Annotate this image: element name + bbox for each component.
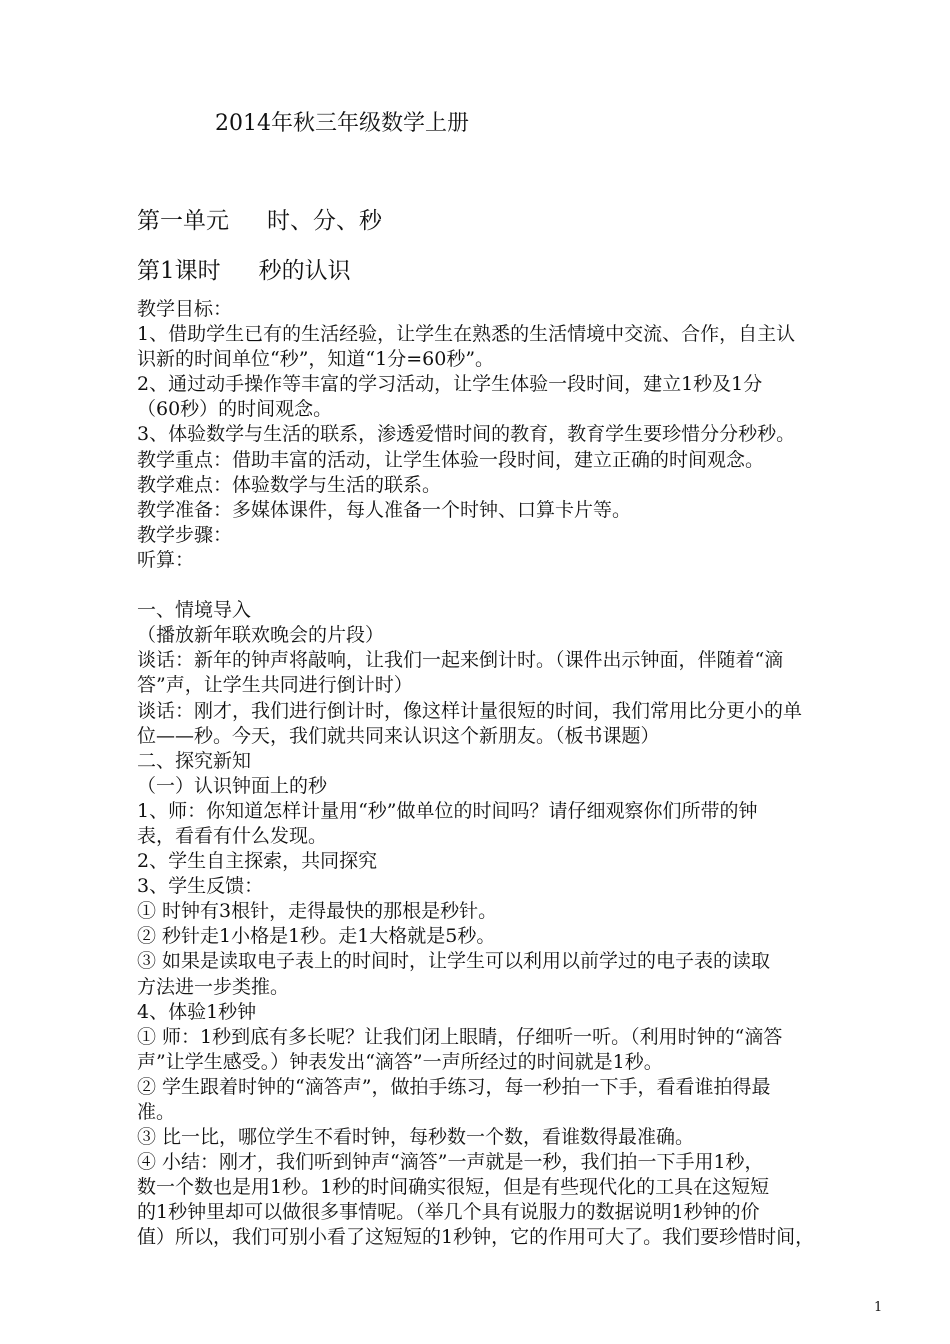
lesson-heading (137, 254, 351, 288)
text-line: 2、学生自主探索，共同探究 (137, 850, 378, 873)
text-line: 谈话：新年的钟声将敲响，让我们一起来倒计时。（课件出示钟面，伴随着“滴 (137, 649, 784, 672)
text-line: （60秒）的时间观念。 (137, 398, 333, 421)
text-line: 答”声，让学生共同进行倒计时） (137, 674, 413, 697)
text-line: 一、情境导入 (137, 599, 252, 622)
text-line: ② 秒针走1小格是1秒。走1大格就是5秒。 (137, 925, 496, 948)
document-body (137, 297, 897, 1251)
text-line: ① 师：1秒到底有多长呢？让我们闭上眼睛，仔细听一听。（利用时钟的“滴答 (137, 1025, 783, 1048)
unit-heading (137, 204, 382, 238)
text-line: 准。 (137, 1101, 176, 1123)
text-line: 1、借助学生已有的生活经验，让学生在熟悉的生活情境中交流、合作，自主认 (137, 323, 796, 346)
unit-name: 时、分、秒 (267, 208, 382, 234)
text-line: 教学目标： (137, 298, 233, 320)
text-line: 谈话：刚才，我们进行倒计时，像这样计量很短的时间，我们常用比分更小的单 (137, 699, 803, 722)
text-line: 方法进一步类推。 (137, 975, 290, 998)
lesson-name: 秒的认识 (258, 258, 351, 284)
text-line: 2、通过动手操作等丰富的学习活动，让学生体验一段时间，建立1秒及1分 (137, 373, 763, 396)
text-line: ④ 小结：刚才，我们听到钟声“滴答”一声就是一秒，我们拍一下手用1秒， (137, 1151, 764, 1174)
unit-label: 第一单元 (137, 208, 229, 234)
text-line: 教学难点：体验数学与生活的联系。 (137, 473, 442, 496)
text-line: 教学步骤： (137, 523, 233, 546)
text-line: （一）认识钟面上的秒 (137, 774, 328, 797)
text-line: 教学准备：多媒体课件，每人准备一个时钟、口算卡片等。 (137, 498, 632, 521)
text-line: 4、体验1秒钟 (137, 1000, 257, 1023)
text-line: 二、探究新知 (137, 749, 252, 772)
text-line (137, 573, 897, 598)
text-line: ③ 如果是读取电子表上的时间时，让学生可以利用以前学过的电子表的读取 (137, 950, 771, 973)
text-line: 表，看看有什么发现。 (137, 824, 328, 847)
text-line: 教学重点：借助丰富的活动，让学生体验一段时间，建立正确的时间观念。 (137, 448, 765, 471)
page-title: 2014年秋三年级数学上册 (215, 111, 469, 136)
text-line: ① 时钟有3根针，走得最快的那根是秒针。 (137, 900, 498, 923)
text-line: ② 学生跟着时钟的“滴答声”，做拍手练习，每一秒拍一下手，看看谁拍得最 (137, 1075, 771, 1098)
text-line: 3、体验数学与生活的联系，渗透爱惜时间的教育，教育学生要珍惜分分秒秒。 (137, 423, 796, 446)
text-line: 的1秒钟里却可以做很多事情呢。（举几个具有说服力的数据说明1秒钟的价 (137, 1201, 760, 1224)
text-line: 值）所以，我们可别小看了这短短的1秒钟，它的作用可大了。我们要珍惜时间， (137, 1226, 815, 1249)
text-line: 1、师：你知道怎样计量用“秒”做单位的时间吗？请仔细观察你们所带的钟 (137, 799, 758, 822)
text-line: 数一个数也是用1秒。1秒的时间确实很短，但是有些现代化的工具在这短短 (137, 1176, 770, 1199)
text-line: 3、学生反馈： (137, 875, 264, 898)
text-line: ③ 比一比，哪位学生不看时钟，每秒数一个数，看谁数得最准确。 (137, 1126, 695, 1149)
text-line: 位——秒。今天，我们就共同来认识这个新朋友。（板书课题） (137, 724, 660, 747)
text-line: 听算： (137, 548, 195, 571)
lesson-label: 第1课时 (137, 258, 221, 284)
text-line: （播放新年联欢晚会的片段） (137, 624, 385, 647)
page-number: 1 (874, 1300, 883, 1315)
text-line: 声”让学生感受。）钟表发出“滴答”一声所经过的时间就是1秒。 (137, 1050, 663, 1073)
text-line: 识新的时间单位“秒”，知道“1分=60秒”。 (137, 348, 495, 371)
